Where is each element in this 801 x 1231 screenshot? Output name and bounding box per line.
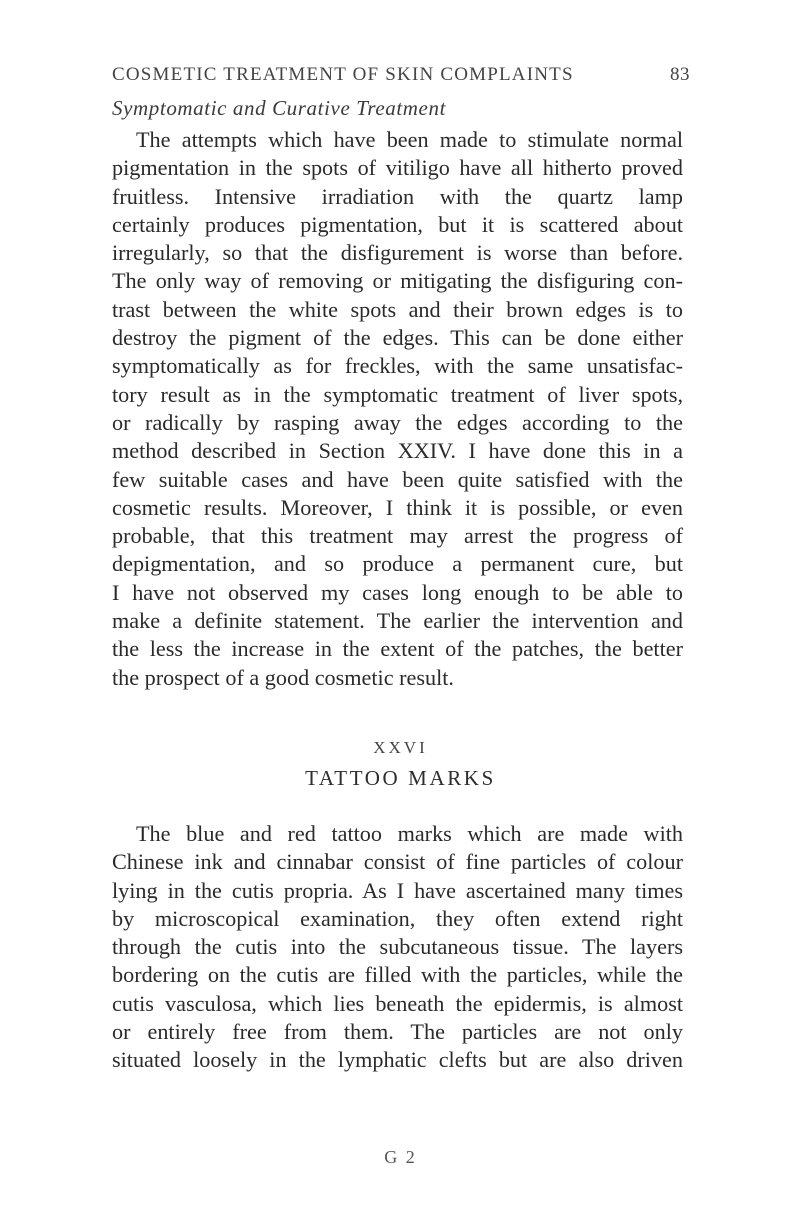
text-line: by microscopical examination, they often extend right bbox=[112, 905, 683, 931]
text-line: method described in Section XXIV. I have done this in a bbox=[112, 438, 683, 464]
text-line: or radically by rasping away the edges according to the bbox=[112, 409, 683, 435]
text-line: certainly produces pigmentation, but it is scattered about bbox=[112, 211, 683, 237]
signature-mark: G 2 bbox=[384, 1147, 417, 1167]
text-line: depigmentation, and so produce a permanent cure, but bbox=[112, 551, 683, 577]
text-line: the less the increase in the extent of the patches, the better bbox=[112, 636, 683, 662]
text-line: fruitless. Intensive irradiation with the quartz lamp bbox=[112, 183, 683, 209]
text-line: probable, that this treatment may arrest the progress of bbox=[112, 523, 683, 549]
page-number: 83 bbox=[670, 64, 690, 85]
section-number: XXVI bbox=[373, 738, 428, 757]
text-line: make a definite statement. The earlier the intervention and bbox=[112, 608, 683, 634]
text-line: the prospect of a good cosmetic result. bbox=[112, 664, 454, 690]
running-head bbox=[108, 64, 690, 92]
text-line: lying in the cutis propria. As I have ascertained many times bbox=[112, 877, 683, 903]
section-title: TATTOO MARKS bbox=[305, 766, 496, 790]
text-line: Chinese ink and cinnabar consist of fine particles of colour bbox=[112, 849, 683, 875]
text-line: bordering on the cutis are filled with the particles, while the bbox=[112, 962, 683, 988]
paragraph-tattoo-marks bbox=[112, 820, 683, 1075]
text-line: or entirely free from them. The particles are not only bbox=[112, 1019, 683, 1045]
text-line: I have not observed my cases long enough to be able to bbox=[112, 579, 683, 605]
text-line: few suitable cases and have been quite satisfied with the bbox=[112, 466, 683, 492]
text-line: trast between the white spots and their brown edges is to bbox=[112, 296, 683, 322]
paragraph-vitiligo-treatment bbox=[112, 126, 683, 692]
text-line: through the cutis into the subcutaneous tissue. The layers bbox=[112, 934, 683, 960]
text-line: symptomatically as for freckles, with the same unsatisfac- bbox=[112, 353, 683, 379]
text-line: tory result as in the symptomatic treatment of liver spots, bbox=[112, 381, 683, 407]
text-line: cosmetic results. Moreover, I think it is possible, or even bbox=[112, 494, 683, 520]
running-head-title: COSMETIC TREATMENT OF SKIN COMPLAINTS bbox=[112, 64, 574, 85]
text-line: The blue and red tattoo marks which are made with bbox=[136, 821, 683, 846]
text-line: destroy the pigment of the edges. This can be done either bbox=[112, 325, 683, 351]
text-line: The only way of removing or mitigating the disfiguring con- bbox=[112, 268, 683, 294]
text-line: The attempts which have been made to stimulate normal bbox=[136, 127, 683, 152]
subsection-heading: Symptomatic and Curative Treatment bbox=[112, 96, 447, 120]
text-line: pigmentation in the spots of vitiligo have all hitherto proved bbox=[112, 155, 683, 181]
text-line: situated loosely in the lymphatic clefts but are also driven bbox=[112, 1047, 683, 1073]
text-line: irregularly, so that the disfigurement is worse than before. bbox=[112, 240, 683, 266]
text-line: cutis vasculosa, which lies beneath the epidermis, is almost bbox=[112, 990, 683, 1016]
